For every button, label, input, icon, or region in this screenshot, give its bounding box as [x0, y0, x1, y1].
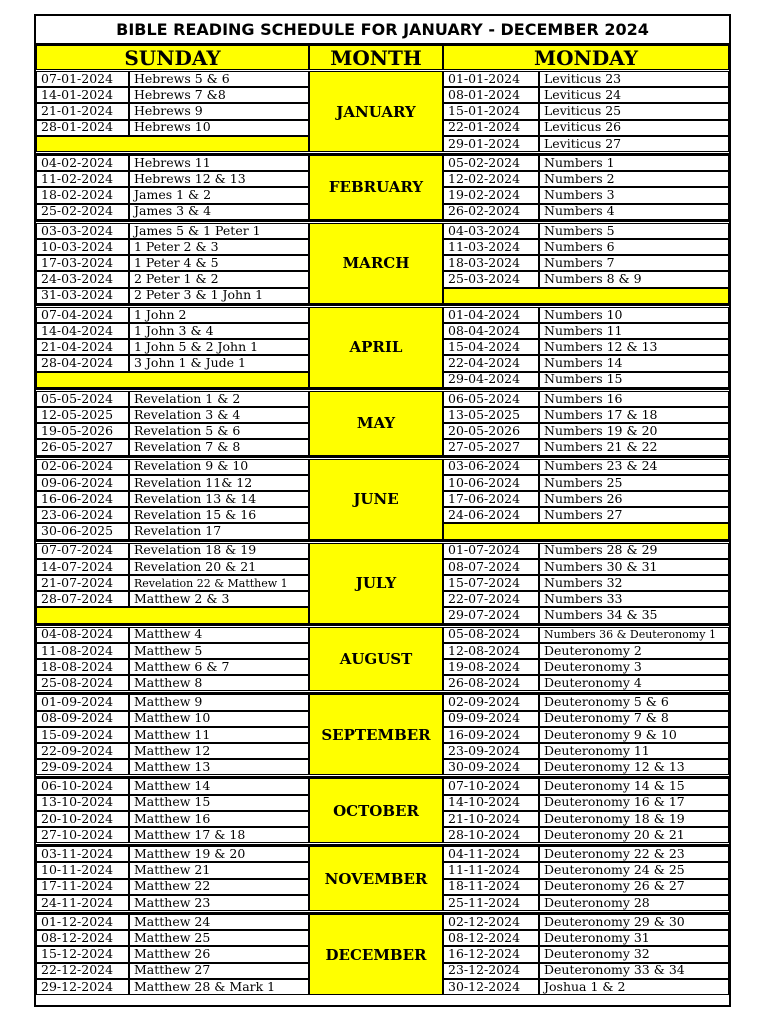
monday-reading: Numbers 1 — [539, 155, 729, 171]
sunday-date: 24-03-2024 — [36, 271, 129, 287]
monday-date: 04-11-2024 — [443, 846, 539, 862]
monday-date: 23-12-2024 — [443, 963, 539, 979]
sunday-date: 22-09-2024 — [36, 743, 129, 759]
monday-date: 18-03-2024 — [443, 255, 539, 271]
monday-date: 15-04-2024 — [443, 339, 539, 355]
month-label: JULY — [309, 543, 443, 624]
monday-reading: Deuteronomy 28 — [539, 895, 729, 911]
monday-reading: Numbers 5 — [539, 223, 729, 239]
schedule-sheet — [34, 14, 731, 1007]
sunday-date: 10-03-2024 — [36, 239, 129, 255]
monday-date: 08-12-2024 — [443, 930, 539, 946]
sunday-reading: Matthew 8 — [129, 675, 309, 691]
monday-date: 11-03-2024 — [443, 239, 539, 255]
sunday-date: 07-04-2024 — [36, 307, 129, 323]
sunday-date: 31-03-2024 — [36, 288, 129, 304]
month-label: OCTOBER — [309, 778, 443, 843]
monday-date: 21-10-2024 — [443, 811, 539, 827]
sunday-date: 22-12-2024 — [36, 963, 129, 979]
monday-date: 02-09-2024 — [443, 694, 539, 710]
sunday-reading: James 3 & 4 — [129, 204, 309, 220]
sunday-date: 03-03-2024 — [36, 223, 129, 239]
sunday-reading: Matthew 13 — [129, 759, 309, 775]
monday-date: 29-04-2024 — [443, 372, 539, 388]
monday-date: 17-06-2024 — [443, 491, 539, 507]
monday-reading: Numbers 14 — [539, 355, 729, 371]
sunday-date: 28-07-2024 — [36, 591, 129, 607]
sunday-date: 01-12-2024 — [36, 914, 129, 930]
monday-reading: Deuteronomy 29 & 30 — [539, 914, 729, 930]
sunday-reading: 1 Peter 4 & 5 — [129, 255, 309, 271]
sunday-empty-cell — [36, 372, 309, 388]
monday-reading: Deuteronomy 2 — [539, 643, 729, 659]
sunday-date: 07-01-2024 — [36, 71, 129, 87]
sunday-reading: James 1 & 2 — [129, 187, 309, 203]
monday-reading: Deuteronomy 16 & 17 — [539, 795, 729, 811]
sunday-reading: Matthew 25 — [129, 930, 309, 946]
month-label: JANUARY — [309, 71, 443, 152]
sunday-date: 10-11-2024 — [36, 862, 129, 878]
monday-reading: Numbers 7 — [539, 255, 729, 271]
monday-reading: Numbers 32 — [539, 575, 729, 591]
monday-reading: Numbers 15 — [539, 372, 729, 388]
monday-date: 08-01-2024 — [443, 87, 539, 103]
sunday-reading: Matthew 14 — [129, 778, 309, 794]
monday-date: 19-02-2024 — [443, 187, 539, 203]
monday-date: 25-03-2024 — [443, 271, 539, 287]
month-label: SEPTEMBER — [309, 694, 443, 775]
monday-date: 04-03-2024 — [443, 223, 539, 239]
monday-reading: Deuteronomy 24 & 25 — [539, 862, 729, 878]
monday-date: 07-10-2024 — [443, 778, 539, 794]
monday-reading: Numbers 30 & 31 — [539, 559, 729, 575]
monday-reading: Numbers 2 — [539, 171, 729, 187]
monday-reading: Numbers 26 — [539, 491, 729, 507]
sunday-date: 13-10-2024 — [36, 795, 129, 811]
sunday-reading: Revelation 7 & 8 — [129, 439, 309, 455]
monday-date: 30-09-2024 — [443, 759, 539, 775]
sunday-reading: Matthew 16 — [129, 811, 309, 827]
sunday-date: 29-12-2024 — [36, 979, 129, 995]
sunday-date: 21-04-2024 — [36, 339, 129, 355]
monday-reading: Deuteronomy 3 — [539, 659, 729, 675]
sunday-date: 12-05-2025 — [36, 407, 129, 423]
sunday-date: 03-11-2024 — [36, 846, 129, 862]
monday-date: 27-05-2027 — [443, 439, 539, 455]
sunday-date: 24-11-2024 — [36, 895, 129, 911]
sunday-date: 29-09-2024 — [36, 759, 129, 775]
monday-date: 14-10-2024 — [443, 795, 539, 811]
sunday-reading: Matthew 6 & 7 — [129, 659, 309, 675]
sunday-reading: Revelation 11& 12 — [129, 475, 309, 491]
sunday-empty-cell — [36, 607, 309, 623]
monday-empty-cell — [443, 288, 729, 304]
monday-reading: Numbers 11 — [539, 323, 729, 339]
monday-date: 28-10-2024 — [443, 827, 539, 843]
monday-reading: Deuteronomy 32 — [539, 946, 729, 962]
monday-reading: Numbers 33 — [539, 591, 729, 607]
sunday-date: 26-05-2027 — [36, 439, 129, 455]
monday-reading: Deuteronomy 11 — [539, 743, 729, 759]
sunday-date: 06-10-2024 — [36, 778, 129, 794]
sunday-reading: Revelation 20 & 21 — [129, 559, 309, 575]
monday-date: 26-02-2024 — [443, 204, 539, 220]
monday-date: 15-07-2024 — [443, 575, 539, 591]
sunday-date: 16-06-2024 — [36, 491, 129, 507]
sunday-reading: Matthew 15 — [129, 795, 309, 811]
sunday-date: 04-08-2024 — [36, 627, 129, 643]
sunday-reading: Matthew 2 & 3 — [129, 591, 309, 607]
monday-date: 22-01-2024 — [443, 120, 539, 136]
sunday-date: 17-11-2024 — [36, 879, 129, 895]
monday-date: 22-04-2024 — [443, 355, 539, 371]
sunday-reading: Hebrews 9 — [129, 103, 309, 119]
monday-reading: Numbers 4 — [539, 204, 729, 220]
monday-reading: Numbers 21 & 22 — [539, 439, 729, 455]
sunday-reading: Matthew 11 — [129, 727, 309, 743]
monday-reading: Deuteronomy 20 & 21 — [539, 827, 729, 843]
sunday-reading: 1 John 2 — [129, 307, 309, 323]
sunday-reading: 3 John 1 & Jude 1 — [129, 355, 309, 371]
month-label: AUGUST — [309, 627, 443, 692]
monday-date: 08-04-2024 — [443, 323, 539, 339]
sunday-reading: 2 Peter 1 & 2 — [129, 271, 309, 287]
sunday-reading: Hebrews 10 — [129, 120, 309, 136]
sunday-date: 02-06-2024 — [36, 459, 129, 475]
monday-date: 01-07-2024 — [443, 543, 539, 559]
sunday-reading: Matthew 23 — [129, 895, 309, 911]
sunday-date: 21-01-2024 — [36, 103, 129, 119]
monday-date: 08-07-2024 — [443, 559, 539, 575]
monday-reading: Numbers 3 — [539, 187, 729, 203]
sunday-date: 19-05-2026 — [36, 423, 129, 439]
sunday-reading: Matthew 19 & 20 — [129, 846, 309, 862]
sunday-date: 14-01-2024 — [36, 87, 129, 103]
monday-reading: Numbers 6 — [539, 239, 729, 255]
sunday-reading: Revelation 22 & Matthew 1 — [129, 575, 309, 591]
monday-date: 15-01-2024 — [443, 103, 539, 119]
sunday-reading: Revelation 5 & 6 — [129, 423, 309, 439]
sunday-date: 30-06-2025 — [36, 523, 129, 539]
monday-reading: Leviticus 23 — [539, 71, 729, 87]
monday-reading: Numbers 27 — [539, 507, 729, 523]
sunday-date: 11-02-2024 — [36, 171, 129, 187]
sunday-reading: Matthew 9 — [129, 694, 309, 710]
monday-date: 05-02-2024 — [443, 155, 539, 171]
monday-date: 03-06-2024 — [443, 459, 539, 475]
sunday-reading: Hebrews 11 — [129, 155, 309, 171]
monday-date: 18-11-2024 — [443, 879, 539, 895]
month-label: NOVEMBER — [309, 846, 443, 911]
month-label: JUNE — [309, 459, 443, 540]
monday-reading: Deuteronomy 5 & 6 — [539, 694, 729, 710]
monday-date: 29-01-2024 — [443, 136, 539, 152]
monday-date: 12-08-2024 — [443, 643, 539, 659]
month-header: MONTH — [309, 45, 443, 70]
monday-reading: Deuteronomy 26 & 27 — [539, 879, 729, 895]
monday-date: 22-07-2024 — [443, 591, 539, 607]
monday-reading: Deuteronomy 7 & 8 — [539, 711, 729, 727]
monday-date: 24-06-2024 — [443, 507, 539, 523]
monday-reading: Deuteronomy 33 & 34 — [539, 963, 729, 979]
monday-reading: Deuteronomy 22 & 23 — [539, 846, 729, 862]
sunday-reading: Matthew 28 & Mark 1 — [129, 979, 309, 995]
sunday-reading: Matthew 26 — [129, 946, 309, 962]
sunday-reading: 1 John 5 & 2 John 1 — [129, 339, 309, 355]
sunday-date: 28-04-2024 — [36, 355, 129, 371]
sunday-date: 23-06-2024 — [36, 507, 129, 523]
sunday-date: 04-02-2024 — [36, 155, 129, 171]
monday-date: 30-12-2024 — [443, 979, 539, 995]
monday-date: 26-08-2024 — [443, 675, 539, 691]
sunday-reading: Revelation 13 & 14 — [129, 491, 309, 507]
monday-reading: Leviticus 26 — [539, 120, 729, 136]
sunday-reading: Revelation 1 & 2 — [129, 391, 309, 407]
sunday-date: 01-09-2024 — [36, 694, 129, 710]
monday-date: 23-09-2024 — [443, 743, 539, 759]
sunday-reading: Matthew 21 — [129, 862, 309, 878]
sunday-reading: James 5 & 1 Peter 1 — [129, 223, 309, 239]
sunday-date: 08-09-2024 — [36, 711, 129, 727]
sunday-reading: Revelation 17 — [129, 523, 309, 539]
monday-date: 02-12-2024 — [443, 914, 539, 930]
sunday-reading: Revelation 9 & 10 — [129, 459, 309, 475]
sunday-empty-cell — [36, 136, 309, 152]
monday-date: 01-04-2024 — [443, 307, 539, 323]
sunday-reading: Matthew 22 — [129, 879, 309, 895]
monday-reading: Leviticus 24 — [539, 87, 729, 103]
sunday-date: 25-02-2024 — [36, 204, 129, 220]
monday-reading: Deuteronomy 14 & 15 — [539, 778, 729, 794]
month-label: DECEMBER — [309, 914, 443, 995]
sunday-reading: Hebrews 5 & 6 — [129, 71, 309, 87]
sunday-date: 11-08-2024 — [36, 643, 129, 659]
sunday-reading: Matthew 27 — [129, 963, 309, 979]
monday-date: 05-08-2024 — [443, 627, 539, 643]
monday-reading: Deuteronomy 9 & 10 — [539, 727, 729, 743]
sunday-reading: Hebrews 7 &8 — [129, 87, 309, 103]
monday-empty-cell — [443, 523, 729, 539]
monday-reading: Leviticus 25 — [539, 103, 729, 119]
month-label: MAY — [309, 391, 443, 456]
monday-reading: Numbers 10 — [539, 307, 729, 323]
sunday-reading: 1 John 3 & 4 — [129, 323, 309, 339]
monday-date: 09-09-2024 — [443, 711, 539, 727]
month-label: APRIL — [309, 307, 443, 388]
sunday-date: 14-04-2024 — [36, 323, 129, 339]
schedule-title: BIBLE READING SCHEDULE FOR JANUARY - DECEMBER 2024 — [36, 16, 729, 45]
sunday-reading: Revelation 3 & 4 — [129, 407, 309, 423]
sunday-date: 18-08-2024 — [36, 659, 129, 675]
sunday-reading: Revelation 15 & 16 — [129, 507, 309, 523]
monday-reading: Leviticus 27 — [539, 136, 729, 152]
monday-date: 13-05-2025 — [443, 407, 539, 423]
sunday-date: 17-03-2024 — [36, 255, 129, 271]
sunday-date: 21-07-2024 — [36, 575, 129, 591]
monday-reading: Deuteronomy 12 & 13 — [539, 759, 729, 775]
sunday-reading: Hebrews 12 & 13 — [129, 171, 309, 187]
monday-reading: Joshua 1 & 2 — [539, 979, 729, 995]
sunday-date: 14-07-2024 — [36, 559, 129, 575]
monday-date: 06-05-2024 — [443, 391, 539, 407]
monday-reading: Deuteronomy 18 & 19 — [539, 811, 729, 827]
monday-date: 11-11-2024 — [443, 862, 539, 878]
sunday-date: 25-08-2024 — [36, 675, 129, 691]
sunday-date: 28-01-2024 — [36, 120, 129, 136]
sunday-reading: Matthew 24 — [129, 914, 309, 930]
sunday-reading: 2 Peter 3 & 1 John 1 — [129, 288, 309, 304]
sunday-reading: Matthew 17 & 18 — [129, 827, 309, 843]
monday-reading: Deuteronomy 4 — [539, 675, 729, 691]
monday-reading: Numbers 23 & 24 — [539, 459, 729, 475]
sunday-reading: Revelation 18 & 19 — [129, 543, 309, 559]
sunday-date: 18-02-2024 — [36, 187, 129, 203]
sunday-header: SUNDAY — [36, 45, 309, 70]
monday-reading: Numbers 34 & 35 — [539, 607, 729, 623]
monday-reading: Numbers 12 & 13 — [539, 339, 729, 355]
monday-reading: Numbers 28 & 29 — [539, 543, 729, 559]
monday-date: 10-06-2024 — [443, 475, 539, 491]
monday-date: 25-11-2024 — [443, 895, 539, 911]
sunday-date: 08-12-2024 — [36, 930, 129, 946]
monday-date: 12-02-2024 — [443, 171, 539, 187]
monday-reading: Numbers 36 & Deuteronomy 1 — [539, 627, 729, 643]
sunday-reading: Matthew 4 — [129, 627, 309, 643]
sunday-date: 05-05-2024 — [36, 391, 129, 407]
monday-reading: Numbers 8 & 9 — [539, 271, 729, 287]
monday-date: 20-05-2026 — [443, 423, 539, 439]
month-label: FEBRUARY — [309, 155, 443, 220]
sunday-date: 15-12-2024 — [36, 946, 129, 962]
monday-header: MONDAY — [443, 45, 729, 70]
sunday-reading: Matthew 5 — [129, 643, 309, 659]
monday-date: 29-07-2024 — [443, 607, 539, 623]
sunday-date: 20-10-2024 — [36, 811, 129, 827]
sunday-date: 09-06-2024 — [36, 475, 129, 491]
sunday-reading: Matthew 10 — [129, 711, 309, 727]
monday-reading: Numbers 17 & 18 — [539, 407, 729, 423]
monday-reading: Numbers 19 & 20 — [539, 423, 729, 439]
monday-reading: Numbers 16 — [539, 391, 729, 407]
monday-date: 16-09-2024 — [443, 727, 539, 743]
monday-date: 19-08-2024 — [443, 659, 539, 675]
sunday-reading: Matthew 12 — [129, 743, 309, 759]
monday-reading: Deuteronomy 31 — [539, 930, 729, 946]
sunday-date: 07-07-2024 — [36, 543, 129, 559]
sunday-reading: 1 Peter 2 & 3 — [129, 239, 309, 255]
month-label: MARCH — [309, 223, 443, 304]
monday-date: 01-01-2024 — [443, 71, 539, 87]
monday-reading: Numbers 25 — [539, 475, 729, 491]
sunday-date: 15-09-2024 — [36, 727, 129, 743]
monday-date: 16-12-2024 — [443, 946, 539, 962]
sunday-date: 27-10-2024 — [36, 827, 129, 843]
